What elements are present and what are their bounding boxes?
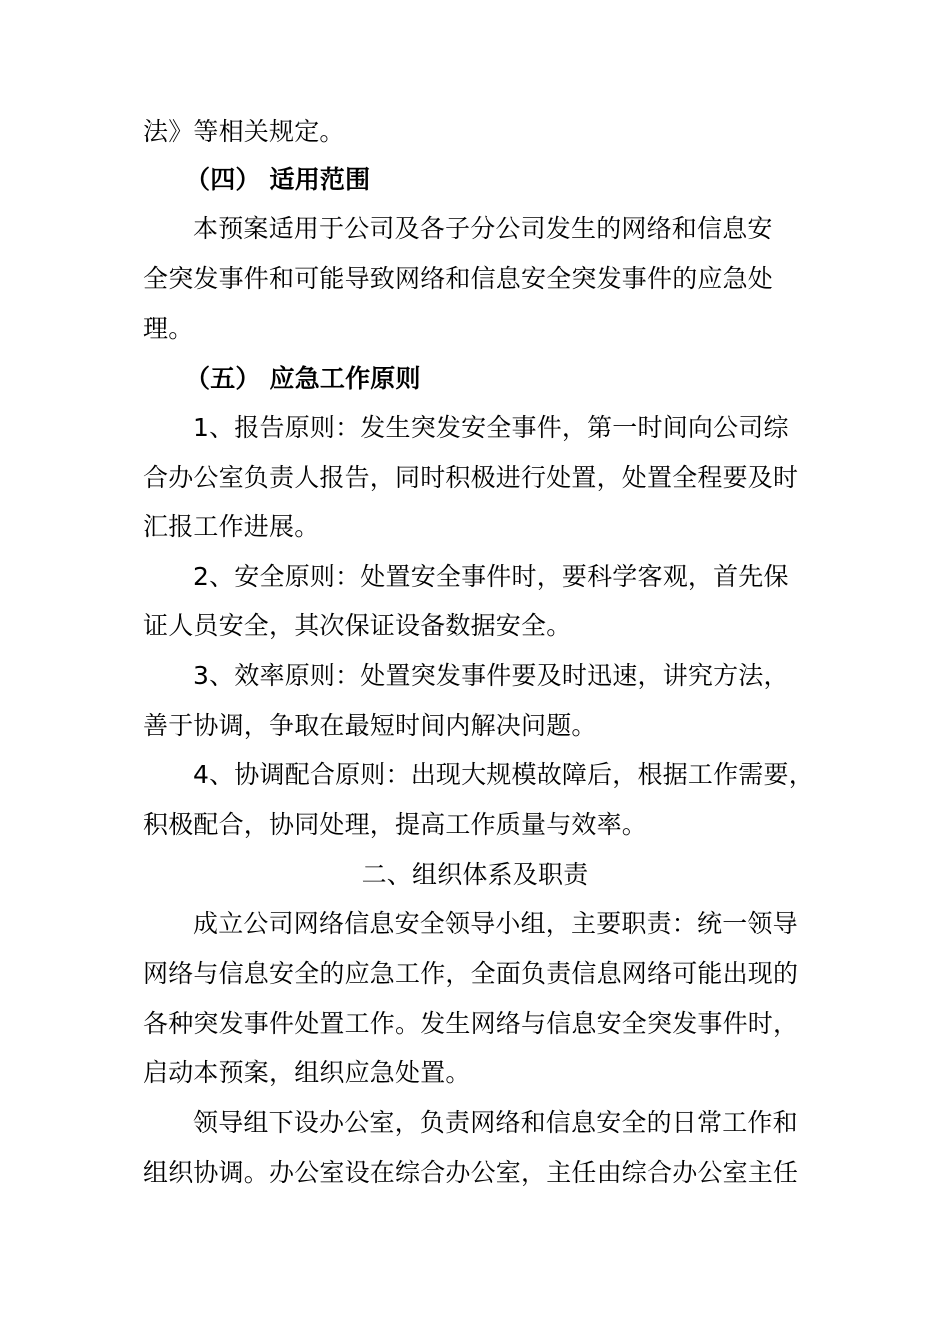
paragraph-line: 各种突发事件处置工作。发生网络与信息安全突发事件时， [143,1009,799,1038]
paragraph-line: 3、效率原则：处置突发事件要及时迅速，讲究方法， [193,661,789,690]
paragraph-line: 本预案适用于公司及各子分公司发生的网络和信息安 [193,214,773,243]
paragraph-line: 1、报告原则：发生突发安全事件，第一时间向公司综 [193,413,789,442]
paragraph-line: 4、协调配合原则：出现大规模故障后，根据工作需要， [193,760,814,789]
paragraph-line: 成立公司网络信息安全领导小组，主要职责：统一领导 [193,909,798,938]
paragraph-line: 证人员安全，其次保证设备数据安全。 [143,611,572,640]
paragraph-line: 积极配合，协同处理，提高工作质量与效率。 [143,810,648,839]
chapter-title: 二、组织体系及职责 [361,860,589,889]
section-heading: （四） 适用范围 [185,165,371,194]
paragraph-line: 理。 [143,314,194,343]
paragraph-line: 全突发事件和可能导致网络和信息安全突发事件的应急处 [143,264,774,293]
paragraph-line: 启动本预案，组织应急处置。 [143,1058,471,1087]
paragraph-line: 合办公室负责人报告，同时积极进行处置，处置全程要及时 [143,463,799,492]
paragraph-line: 领导组下设办公室，负责网络和信息安全的日常工作和 [193,1108,798,1137]
paragraph-line: 网络与信息安全的应急工作，全面负责信息网络可能出现的 [143,959,799,988]
paragraph-line: 汇报工作进展。 [143,512,320,541]
section-heading: （五） 应急工作原则 [185,364,421,393]
paragraph-line: 法》等相关规定。 [143,117,345,146]
paragraph-line: 2、安全原则：处置安全事件时，要科学客观，首先保 [193,562,789,591]
paragraph-line: 善于协调，争取在最短时间内解决问题。 [143,711,597,740]
paragraph-line: 组织协调。办公室设在综合办公室，主任由综合办公室主任 [143,1158,799,1187]
